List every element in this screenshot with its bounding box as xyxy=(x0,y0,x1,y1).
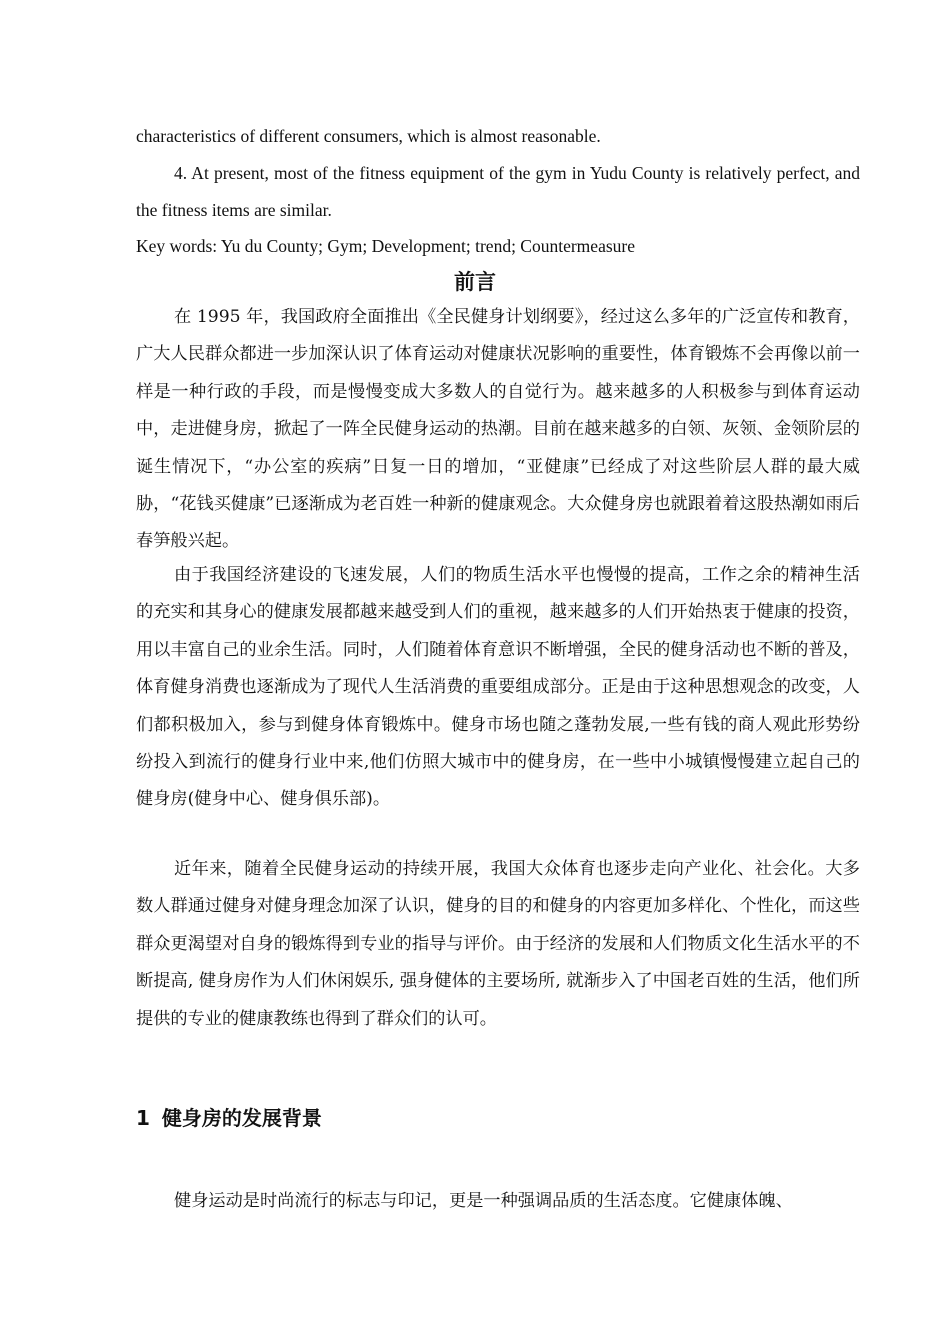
section-1-heading xyxy=(136,1098,860,1138)
section-1-paragraph-1: 健身运动是时尚流行的标志与印记，更是一种强调品质的生活态度。它健康体魄、 xyxy=(174,1191,793,1211)
abstract-en-item-4: 4. At present, most of the fitness equipment of the gym in Yudu County is relatively perfect, and the fitness items are similar. xyxy=(136,163,860,220)
abstract-en-continuation: characteristics of different consumers, which is almost reasonable. xyxy=(136,126,601,146)
section-1-title: 健身房的发展背景 xyxy=(161,1106,322,1130)
section-1-number: 1 xyxy=(136,1106,150,1130)
preface-paragraph-1: 在 1995 年，我国政府全面推出《全民健身计划纲要》，经过这么多年的广泛宣传和教育，广大人民群众都进一步加深认识了体育运动对健康状况影响的重要性，体育锻炼不会再像以前一样是一种行政的手段，而是慢慢变成大多数人的自觉行为。越来越多的人积极参与到体育运动中，走进健身房，掀起了一阵全民健身运动的热潮。目前在越来越多的白领、灰领、金领阶层的诞生情况下，“办公室的疾病”日复一日的增加，“亚健康”已经成了对这些阶层人群的最大威胁，“花钱买健康”已逐渐成为老百姓一种新的健康观念。大众健身房也就跟着着这股热潮如雨后春笋般兴起。 xyxy=(136,307,860,552)
preface-title: 前言 xyxy=(454,270,496,294)
preface-paragraph-2: 由于我国经济建设的飞速发展，人们的物质生活水平也慢慢的提高，工作之余的精神生活的充实和其身心的健康发展都越来越受到人们的重视，越来越多的人们开始热衷于健康的投资，用以丰富自己的业余生活。同时，人们随着体育意识不断增强，全民的健身活动也不断的普及，体育健身消费也逐渐成为了现代人生活消费的重要组成部分。正是由于这种思想观念的改变，人们都积极加入，参与到健身体育锻炼中。健身市场也随之蓬勃发展,一些有钱的商人观此形势纷纷投入到流行的健身行业中来,他们仿照大城市中的健身房，在一些中小城镇慢慢建立起自己的健身房(健身中心、健身俱乐部)。 xyxy=(136,565,860,810)
abstract-en-keywords: Key words: Yu du County; Gym; Development; trend; Countermeasure xyxy=(136,236,635,256)
preface-paragraph-3: 近年来，随着全民健身运动的持续开展，我国大众体育也逐步走向产业化、社会化。大多数人群通过健身对健身理念加深了认识，健身的目的和健身的内容更加多样化、个性化，而这些群众更渴望对自身的锻炼得到专业的指导与评价。由于经济的发展和人们物质文化生活水平的不断提高, 健身房作为人们休闲娱乐, 强身健体的主要场所, 就渐步入了中国老百姓的生活，他们所提供的专业的健康教练也得到了群众们的认可。 xyxy=(136,859,860,1029)
